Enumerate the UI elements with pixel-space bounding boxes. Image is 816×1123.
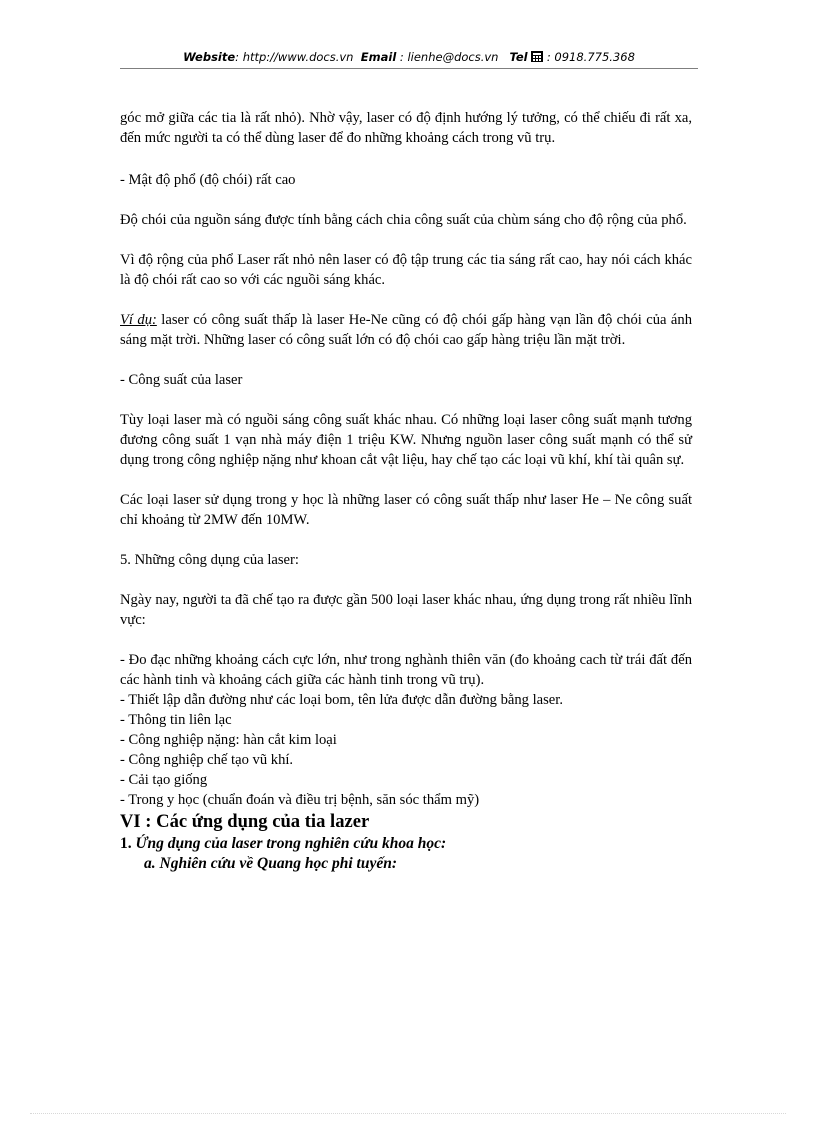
example-label: Ví dụ: <box>120 312 157 328</box>
paragraph: - Mật độ phổ (độ chói) rất cao <box>120 172 296 188</box>
list-item: - Đo đạc những khoảng cách cực lớn, như trong nghành thiên văn (đo khoảng cach từ trái đất đến các hành tinh và khoảng cách giữa các hành tinh trong vũ trụ). <box>120 652 692 688</box>
list-item: - Thiết lập dẫn đường như các loại bom, tên lửa được dẫn đường bằng laser. <box>120 692 563 708</box>
email-label: Email <box>360 50 397 64</box>
list-item: - Công nghiệp nặng: hàn cắt kim loại <box>120 732 337 748</box>
website-value: : http://www.docs.vn <box>235 50 354 64</box>
list-item: - Thông tin liên lạc <box>120 712 232 728</box>
paragraph: 5. Những công dụng của laser: <box>120 552 299 568</box>
paragraph: Tùy loại laser mà có nguồi sáng công suất khác nhau. Có những loại laser công suất mạnh tương đương công suất 1 vạn nhà máy điện 1 triệu KW. Nhưng nguồn laser công suất mạnh có thể sử dụng trong công nghiệp nặng như khoan cắt vật liệu, hay chế tạo các loại vũ khí, khí tài quân sự. <box>120 412 692 468</box>
footer-divider <box>30 1113 786 1114</box>
list-item: - Cải tạo giống <box>120 772 208 788</box>
section-heading: VI : Các ứng dụng của tia lazer <box>120 811 370 832</box>
phone-icon <box>531 51 543 65</box>
list-item: - Công nghiệp chế tạo vũ khí. <box>120 752 294 768</box>
header-divider <box>120 68 698 69</box>
page-header <box>120 50 698 65</box>
paragraph: góc mở giữa các tia là rất nhỏ). Nhờ vậy, laser có độ định hướng lý tưởng, có thể chiếu đi rất xa, đến mức người ta có thể dùng laser để đo những khoảng cách trong vũ trụ. <box>120 110 692 146</box>
tel-value: : 0918.775.368 <box>546 50 635 64</box>
document-body <box>120 108 692 874</box>
paragraph: - Công suất của laser <box>120 372 243 388</box>
paragraph: Vì độ rộng của phổ Laser rất nhỏ nên laser có độ tập trung các tia sáng rất cao, hay nói cách khác là độ chói rất cao so với các nguồi sáng khác. <box>120 252 692 288</box>
subsection-number: 1. <box>120 835 132 852</box>
paragraph: Độ chói của nguồn sáng được tính bằng cách chia công suất của chùm sáng cho độ rộng của phổ. <box>120 212 687 228</box>
example-text: laser có công suất thấp là laser He-Ne cũng có độ chói gấp hàng vạn lần độ chói của ánh sáng mặt trời. Những laser có công suất lớn có độ chói cao gấp hàng triệu lần mặt trời. <box>120 312 692 348</box>
tel-label: Tel <box>509 50 528 64</box>
usage-list <box>120 650 692 810</box>
paragraph: Ngày nay, người ta đã chế tạo ra được gần 500 loại laser khác nhau, ứng dụng trong rất nhiều lĩnh vực: <box>120 592 692 628</box>
website-label: Website <box>183 50 236 64</box>
paragraph <box>120 310 692 350</box>
subsection-heading <box>120 834 692 854</box>
paragraph: Các loại laser sử dụng trong y học là những laser có công suất thấp như laser He – Ne công suất chỉ khoảng từ 2MW đến 10MW. <box>120 492 692 528</box>
subsubsection-heading: a. Nghiên cứu về Quang học phi tuyến: <box>144 855 397 872</box>
list-item: - Trong y học (chuẩn đoán và điều trị bệnh, săn sóc thẩm mỹ) <box>120 792 480 808</box>
email-value: : lienhe@docs.vn <box>399 50 499 64</box>
subsection-title: Ứng dụng của laser trong nghiên cứu khoa học: <box>131 835 447 852</box>
